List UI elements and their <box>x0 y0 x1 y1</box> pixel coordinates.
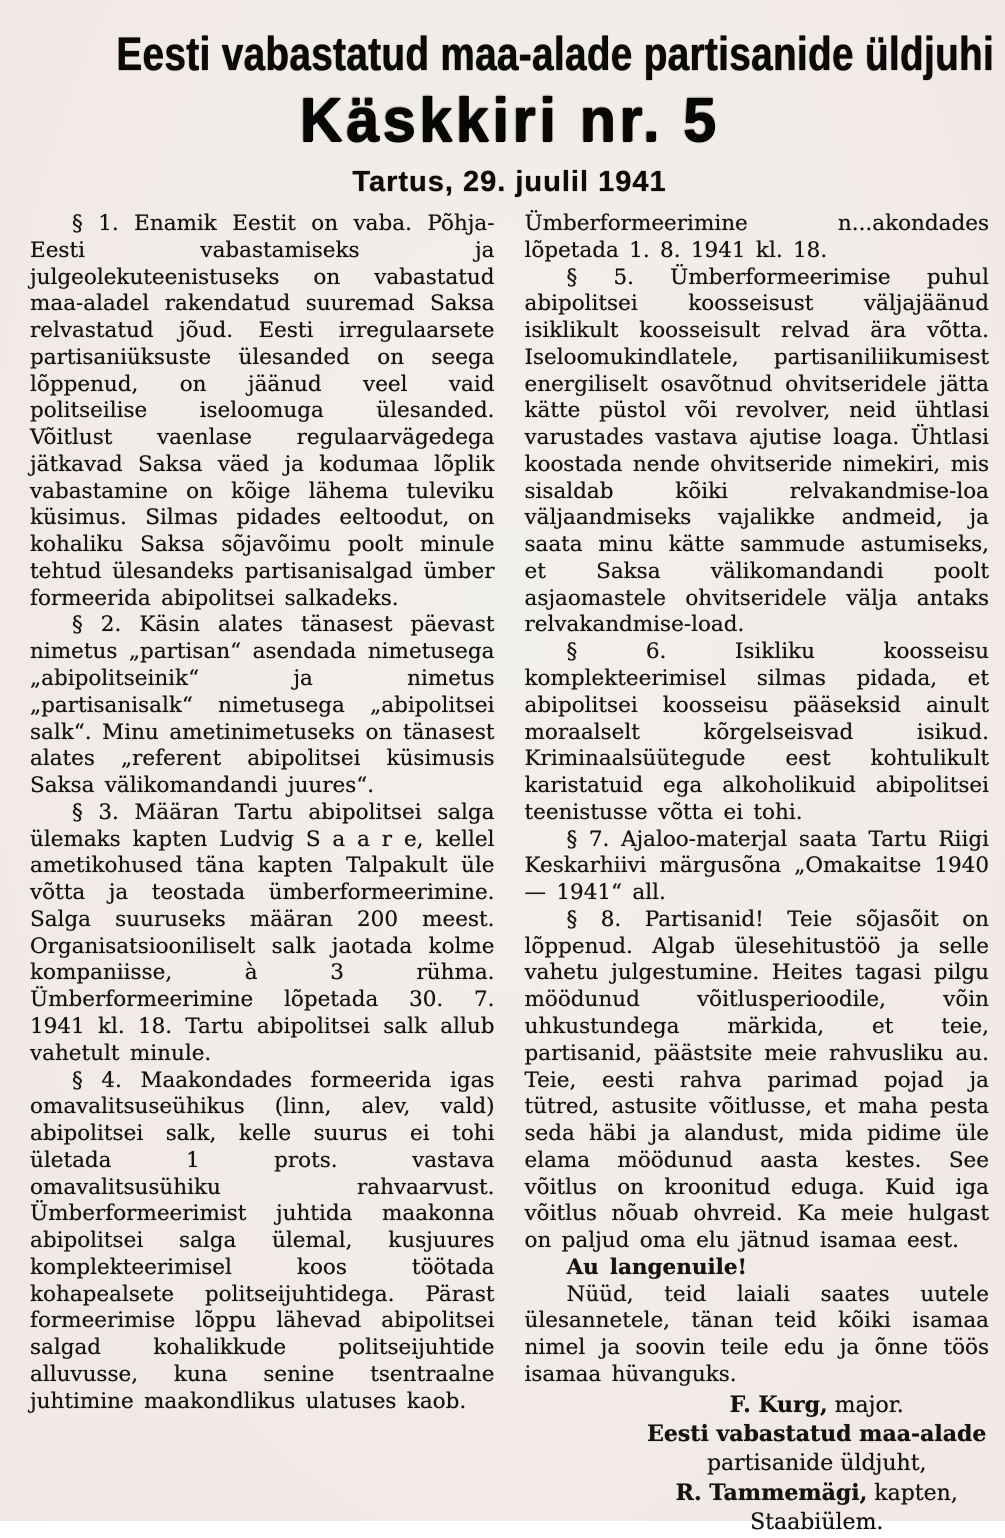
paragraph-section-8: § 8. Partisanid! Teie sõjasõit on lõppenud. Algab ülesehitustöö ja selle vahetu julgestumine. Heites tagasi pilgu möödunud võitlusperioodile, võin uhkustundega märkida, et teie, partisanid, päästsite meie rahvusliku au. Teie, eesti rahva parimad pojad ja tütred, astusite võitlusse, et maha pesta seda häbi ja alandust, mida pidime üle elama möödunud aasta kestes. See võitlus on kroonitud eduga. Kuid iga võitlus nõuab ohvreid. Ka meie hulgast on paljud oma elu jätnud isamaa eest. <box>524 906 989 1254</box>
document-dateline: Tartus, 29. juulil 1941 <box>352 166 667 198</box>
signature-org-name: Eesti vabastatud maa-alade <box>647 1421 987 1448</box>
paragraph-section-2: § 2. Käsin alates tänasest päevast nimetus „partisan“ asendada nimetusega „abipolitseinik“ ja nimetus „partisanisalk“ nimetusega „abipolitsei salk“. Minu ametinimetuseks on tänasest alates „referent abipolitsei küsimusis Saksa välikomandandi juures“. <box>30 612 495 799</box>
left-column <box>30 211 495 1538</box>
signature-chief <box>645 1479 990 1508</box>
right-column <box>525 211 990 1538</box>
document-supertitle: Eesti vabastatud maa-alade partisanide üldjuhi <box>116 27 995 80</box>
signature-org-line-1 <box>645 1420 990 1449</box>
signature-chief-title <box>645 1508 990 1537</box>
signature-commander-rank: major. <box>827 1392 904 1418</box>
closing-paragraph: Nüüd, teid laiali saates uutele ülesannetele, tänan teid kõiki isamaa nimel ja soovin teile edu ja õnne töös isamaa hüvanguks. <box>524 1281 989 1387</box>
paragraph-section-6: § 6. Isikliku koosseisu komplekteerimisel silmas pidada, et abipolitsei koosseisu pääseksid ainult moraalselt kõrgelseisvad isikud. Kriminaalsüütegude eest kohtulikult karistatuid ega alkoholikuid abipolitsei teenistusse võtta ei tohi. <box>524 639 989 825</box>
signature-commander <box>645 1391 990 1420</box>
paragraph-section-4: § 4. Maakondades formeerida igas omavalitsuseühikus (linn, alev, vald) abipolitsei salk, kelle suurus ei tohi ületada 1 prots. vastava omavalitsusühiku rahvaarvust. Ümberformeerimist juhtida maakonna abipolitsei salga ülemal, kusjuures komplekteerimisel koos töötada kohapealsete politseijuhtidega. Pärast formeerimise lõppu lähevad abipolitsei salgad kohalikkude politseijuhtide alluvusse, kuna senine tsentraalne juhtimine maakondlikus ulatuses kaob. <box>30 1067 495 1414</box>
signature-commander-name: F. Kurg, <box>729 1391 828 1418</box>
paragraph-section-5: § 5. Ümberformeerimise puhul abipolitsei koosseisust väljajäänud isiklikult koosseisult relvad ära võtta. Iseloomukindlatele, partisaniliikumisest energiliselt osavõtnud ohvitseridele jätta kätte püstol või revolver, neid ühtlasi varustades vastava ajutise loaga. Ühtlasi koostada nende ohvitseride nimekiri, mis sisaldab kõiki relvakandmise-loa väljaandmiseks vajalikke andmeid, ja saata minu kätte sammude astumiseks, et Saksa välikomandandi poolt asjaomastele ohvitseridele välja antaks relvakandmise-load. <box>524 264 989 638</box>
paragraph-section-1: § 1. Enamik Eestit on vaba. Põhja-Eesti vabastamiseks ja julgeolekuteenistuseks on vabastatud maa-aladel rakendatud suuremad Saksa relvastatud jõud. Eesti irregulaarsete partisaniüksuste ülesanded on seega lõppenud, on jäänud veel vaid politseilise iseloomuga ülesanded. Võitlust vaenlase regulaarvägedega jätkavad Saksa väed ja kodumaa lõplik vabastamine on kõige lähema tuleviku küsimus. Silmas pidades eeltoodut, on kohaliku Saksa sõjavõimu poolt minule tehtud ülesandeks partisanisalgad ümber formeerida abipolitsei salkadeks. <box>30 211 495 611</box>
signature-org-line-2 <box>645 1449 990 1478</box>
signature-chief-title-text: Staabiülem. <box>750 1510 884 1536</box>
paragraph-section-7: § 7. Ajaloo-materjal saata Tartu Riigi Keskarhiivi märgusõna „Omakaitse 1940 — 1941“ all. <box>524 826 989 906</box>
document-body <box>30 211 989 1538</box>
signature-chief-rank: kapten, <box>867 1480 958 1506</box>
honor-line: Au langenuile! <box>566 1254 747 1280</box>
document-header <box>30 26 995 199</box>
paragraph-section-3: § 3. Määran Tartu abipolitsei salga ülemaks kapten Ludvig S a a r e, kellel ametikohused täna kapten Talpakult üle võtta ja teostada ümberformeerimine. Salga suuruseks määran 200 meest. Organisatsiooniliselt salk jaotada kolme kompaniisse, à 3 rühma. Ümberformeerimine lõpetada 30. 7. 1941 kl. 18. Tartu abipolitsei salk allub vahetult minule. <box>30 799 495 1066</box>
signature-chief-name: R. Tammemägi, <box>675 1479 868 1506</box>
signature-block <box>525 1391 990 1538</box>
document-title: Käskkiri nr. 5 <box>299 86 720 155</box>
signature-org-title: partisanide üldjuht, <box>706 1451 927 1477</box>
paragraph-section-4-continued: Ümberformeerimine n...akondades lõpetada 1. 8. 1941 kl. 18. <box>524 211 989 263</box>
